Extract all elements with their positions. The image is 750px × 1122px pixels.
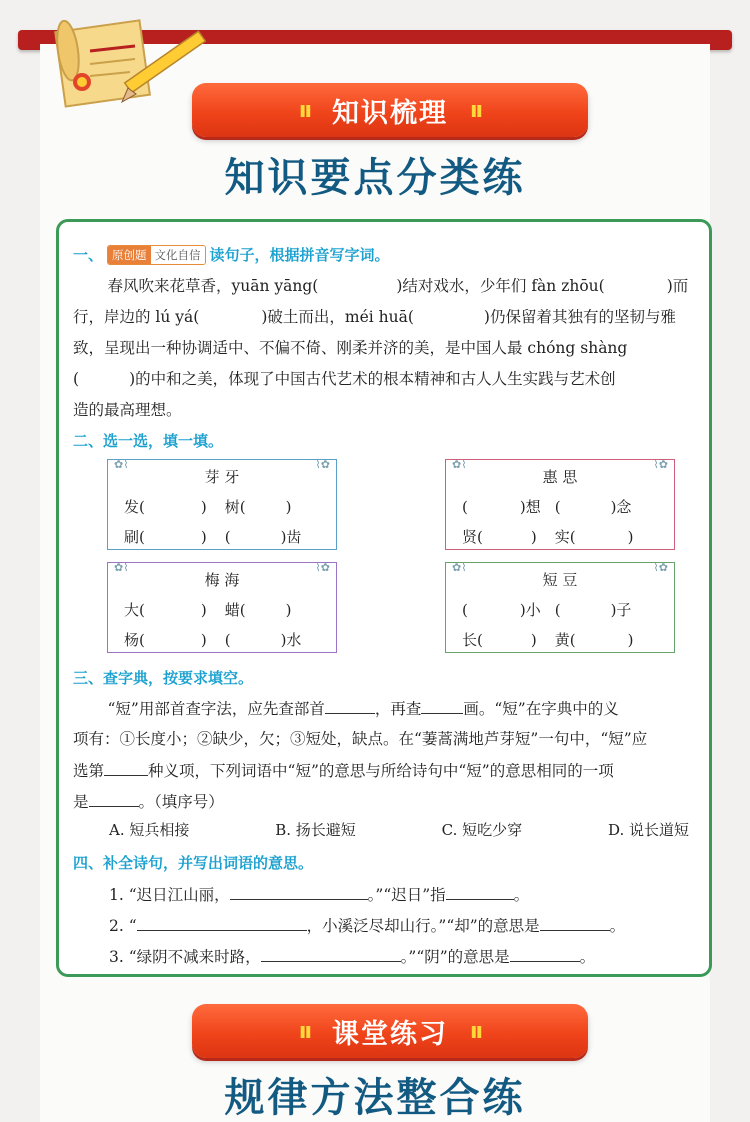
blank[interactable] bbox=[261, 946, 401, 962]
option-d[interactable]: D. 说长道短 bbox=[607, 821, 689, 839]
text: 。（填序号） bbox=[138, 793, 224, 811]
section-title: 读句子，根据拼音写字词。 bbox=[209, 246, 390, 264]
text: 是 bbox=[73, 793, 89, 811]
text: 黄( bbox=[554, 631, 576, 649]
text: )念 bbox=[610, 498, 632, 516]
text: 长( bbox=[462, 631, 483, 649]
leaf-icon: ⌇✿ bbox=[653, 458, 668, 471]
banner-label: 知识梳理 bbox=[332, 97, 448, 129]
s1-line-1 bbox=[73, 276, 699, 296]
text: 杨( bbox=[124, 631, 145, 649]
text: )水 bbox=[280, 631, 302, 649]
text: 实( bbox=[554, 528, 576, 546]
s1-line-2 bbox=[73, 307, 699, 327]
s3-line-1 bbox=[73, 698, 699, 719]
text: )的中和之美，体现了中国古代艺术的根本精神和古人人生实践与艺术创 bbox=[129, 370, 616, 388]
banner-deco-left: ıı bbox=[298, 1018, 310, 1044]
section-3-heading: 三、查字典，按要求填空。 bbox=[73, 669, 254, 687]
leaf-icon: ⌇✿ bbox=[315, 561, 330, 574]
blank[interactable] bbox=[104, 760, 148, 776]
exercise-card bbox=[56, 219, 712, 977]
leaf-icon: ⌇✿ bbox=[653, 561, 668, 574]
text: ) bbox=[530, 631, 537, 649]
word-box-3 bbox=[107, 562, 337, 653]
blank[interactable] bbox=[230, 884, 368, 900]
leaf-icon: ✿⌇ bbox=[452, 561, 467, 574]
text: ，小溪泛尽却山行。”“却”的意思是 bbox=[306, 917, 540, 935]
text: ) bbox=[200, 528, 207, 546]
leaf-icon: ✿⌇ bbox=[452, 458, 467, 471]
box-row bbox=[462, 599, 660, 620]
text: )破土而出，méi huā( bbox=[261, 308, 414, 326]
options-row bbox=[109, 819, 689, 840]
section-1-heading bbox=[73, 244, 390, 265]
text: )想 bbox=[519, 498, 541, 516]
word-pair: 梅 海 bbox=[204, 571, 240, 589]
s3-line-2: 项有：①长度小；②缺少，欠；③短处，缺点。在“萋蒿满地芦芽短”一句中，“短”应 bbox=[73, 730, 648, 748]
text: ) bbox=[285, 498, 292, 516]
section-title-2: 规律方法整合练 bbox=[224, 1075, 526, 1121]
section-banner-knowledge bbox=[192, 83, 588, 137]
text: ) bbox=[627, 528, 634, 546]
s1-line-4 bbox=[73, 369, 699, 389]
text: 。”“迟日”指 bbox=[367, 886, 446, 904]
text: 树( bbox=[224, 498, 246, 516]
text: 。 bbox=[579, 948, 596, 966]
text: 。”“阴”的意思是 bbox=[400, 948, 510, 966]
text: ) bbox=[530, 528, 537, 546]
blank[interactable] bbox=[540, 915, 610, 931]
text: 1. “迟日江山丽， bbox=[109, 886, 230, 904]
s3-line-4 bbox=[73, 791, 699, 812]
tag-culture: 文化自信 bbox=[151, 246, 205, 264]
s4-q1 bbox=[109, 884, 735, 905]
text: )齿 bbox=[280, 528, 302, 546]
text: 画。“短”在字典中的义 bbox=[463, 700, 619, 718]
section-4-heading: 四、补全诗句，并写出词语的意思。 bbox=[73, 854, 314, 872]
leaf-icon: ✿⌇ bbox=[114, 561, 129, 574]
banner-deco-right: ıı bbox=[470, 97, 482, 123]
text: ( bbox=[554, 498, 561, 516]
s4-q3 bbox=[109, 946, 735, 967]
box-row bbox=[124, 629, 322, 650]
text: 行，岸边的 lú yá( bbox=[73, 308, 200, 326]
text: ) bbox=[627, 631, 634, 649]
box-row bbox=[462, 526, 660, 547]
tag-original: 原创题 bbox=[108, 246, 151, 264]
text: ( bbox=[73, 370, 80, 388]
text: ( bbox=[224, 528, 231, 546]
text: ) bbox=[285, 601, 292, 619]
box-row bbox=[462, 629, 660, 650]
option-c[interactable]: C. 短吃少穿 bbox=[441, 821, 523, 839]
section-banner-practice bbox=[192, 1004, 588, 1058]
text: 。 bbox=[609, 917, 626, 935]
leaf-icon: ⌇✿ bbox=[315, 458, 330, 471]
blank[interactable] bbox=[137, 915, 307, 931]
text: )子 bbox=[610, 601, 632, 619]
banner-label: 课堂练习 bbox=[332, 1018, 448, 1050]
original-tag bbox=[107, 245, 206, 265]
section-number: 一、 bbox=[73, 246, 104, 264]
word-box-2 bbox=[445, 459, 675, 550]
text: ) bbox=[200, 631, 207, 649]
word-pair: 惠 思 bbox=[542, 468, 578, 486]
banner-deco-left: ıı bbox=[298, 97, 310, 123]
word-box-1 bbox=[107, 459, 337, 550]
page-title: 知识要点分类练 bbox=[224, 155, 526, 201]
text: ( bbox=[554, 601, 561, 619]
s4-q2 bbox=[109, 915, 735, 936]
text: “短”用部首查字法，应先查部首 bbox=[107, 700, 325, 718]
option-a[interactable]: A. 短兵相接 bbox=[109, 821, 190, 839]
text: 选第 bbox=[73, 762, 105, 780]
text: ) bbox=[200, 498, 207, 516]
blank[interactable] bbox=[510, 946, 580, 962]
blank[interactable] bbox=[89, 791, 139, 807]
blank[interactable] bbox=[421, 698, 463, 714]
word-pair: 短 豆 bbox=[542, 571, 578, 589]
text: ( bbox=[224, 631, 231, 649]
word-pair: 芽 牙 bbox=[204, 468, 240, 486]
text: 2. “ bbox=[109, 917, 137, 935]
box-row bbox=[124, 526, 322, 547]
box-row bbox=[124, 599, 322, 620]
blank[interactable] bbox=[325, 698, 375, 714]
text: ( bbox=[462, 498, 468, 516]
text: 贤( bbox=[462, 528, 483, 546]
text: 刷( bbox=[124, 528, 145, 546]
text: ( bbox=[462, 601, 468, 619]
text: 3. “绿阴不减来时路， bbox=[109, 948, 261, 966]
text: )小 bbox=[519, 601, 541, 619]
text: )结对戏水，少年们 fàn zhōu( bbox=[396, 277, 605, 295]
text: 种义项，下列词语中“短”的意思与所给诗句中“短”的意思相同的一项 bbox=[148, 762, 614, 780]
s1-line-5: 造的最高理想。 bbox=[73, 401, 182, 419]
blank[interactable] bbox=[446, 884, 514, 900]
s3-line-3 bbox=[73, 760, 699, 781]
text: 发( bbox=[124, 498, 145, 516]
text: ，再查 bbox=[374, 700, 422, 718]
text: 春风吹来花草香，yuān yāng( bbox=[107, 277, 319, 295]
text: )而 bbox=[666, 277, 689, 295]
text: )仍保留着其独有的坚韧与雅 bbox=[483, 308, 676, 326]
text: 。 bbox=[513, 886, 530, 904]
leaf-icon: ✿⌇ bbox=[114, 458, 129, 471]
text: 蜡( bbox=[224, 601, 246, 619]
text: ) bbox=[200, 601, 207, 619]
text: 大( bbox=[124, 601, 145, 619]
box-row bbox=[124, 496, 322, 517]
section-2-heading: 二、选一选，填一填。 bbox=[73, 432, 224, 450]
banner-deco-right: ıı bbox=[470, 1018, 482, 1044]
box-row bbox=[462, 496, 660, 517]
option-b[interactable]: B. 扬长避短 bbox=[275, 821, 356, 839]
s1-line-3: 致，呈现出一种协调适中、不偏不倚、刚柔并济的美，是中国人最 chóng shàng bbox=[73, 339, 628, 357]
word-box-4 bbox=[445, 562, 675, 653]
